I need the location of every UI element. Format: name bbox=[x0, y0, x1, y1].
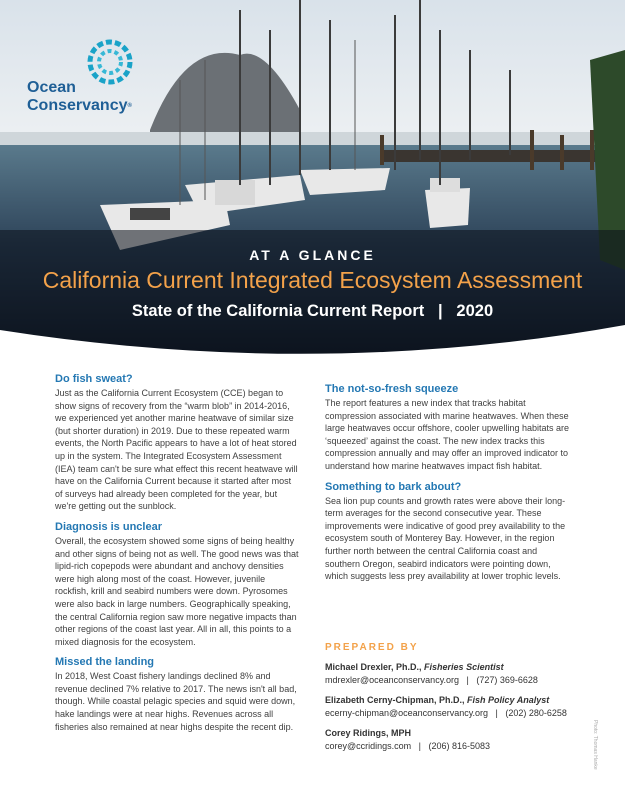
author-contact: mdrexler@oceanconservancy.org | (727) 369-6628 bbox=[325, 674, 538, 685]
right-column bbox=[325, 383, 570, 591]
author-name: Michael Drexler, Ph.D., bbox=[325, 662, 425, 672]
at-a-glance: AT A GLANCE bbox=[249, 247, 376, 263]
section-body: Sea lion pup counts and growth rates were above their long-term averages for the second consecutive year. These improvements were indicative of good prey availability to the ecosystem south of Monterey Bay. However, in the region further north between the central California coast and southern Oregon, seabird indicators were pointing down, which suggests less prey availability at lower trophic levels. bbox=[325, 495, 566, 582]
author-title: Fisheries Scientist bbox=[424, 662, 504, 672]
section-body: Just as the California Current Ecosystem (CCE) began to show signs of recovery from the “warm blob” in 2014-2016, we experienced yet another marine heatwave of similar size (but shorter duration) in 2019. Due to these repeated warm events, the North Pacific appears to have a lot of heat stored up in the system. The Integrated Ecosystem Assessment (IEA) team can't be sure what effect this recent heatwave will have on the California Current because it started after most of surveys had already been completed for the year, but we're getting out the sunblock. bbox=[55, 388, 298, 512]
author-contact: ecerny-chipman@oceanconservancy.org | (202) 280-6258 bbox=[325, 707, 567, 718]
section bbox=[55, 373, 300, 513]
author-title: Fish Policy Analyst bbox=[467, 695, 550, 705]
author-entry bbox=[325, 727, 585, 752]
section bbox=[325, 481, 570, 583]
section bbox=[55, 656, 300, 733]
section-heading: Missed the landing bbox=[55, 656, 155, 669]
section-body: The report features a new index that tracks habitat compression associated with marine heatwaves. When these large heatwaves occur offshore, cooler upwelling habitats are ‘squeezed’ against the coast. The new index tracks this compression annually and may offer an improved indicator to understand how marine heatwaves impact fish habitat. bbox=[325, 398, 569, 471]
section bbox=[55, 521, 300, 648]
left-column bbox=[55, 373, 300, 741]
page-subtitle: State of the California Current Report | 2020 bbox=[131, 302, 494, 320]
author-contact: corey@ccridings.com | (206) 816-5083 bbox=[325, 740, 491, 751]
section bbox=[325, 383, 570, 473]
author-entry bbox=[325, 661, 585, 686]
section-body: In 2018, West Coast fishery landings declined 8% and revenue declined 7% relative to 2017. The news isn't all bad, though. While coastal pelagic species and squid were down, hake landings were at near highs. Revenues across all fisheries also remained at near highs despite the recent dip. bbox=[55, 671, 297, 732]
author-name: Corey Ridings, MPH bbox=[325, 728, 412, 738]
author-entry bbox=[325, 694, 585, 719]
page-title: California Current Integrated Ecosystem Assessment bbox=[42, 267, 583, 293]
section-heading: Something to bark about? bbox=[325, 480, 462, 493]
section-body: Overall, the ecosystem showed some signs of being healthy and other signs of being not as well. The good news was that lipid-rich copepods were abundant and anchovy densities were high along most of the coast. However, juvenile rockfish, krill and seabird numbers were down. Pyrosomes were also back in large numbers. Geographically speaking, the central California region saw more negative impacts than other regions of the coast last year. All in all, this points to a mixed diagnosis for the ecosystem. bbox=[55, 535, 299, 647]
logo-line2: Conservancy bbox=[27, 97, 128, 114]
section-heading: Diagnosis is unclear bbox=[55, 520, 162, 533]
prepared-by-heading: PREPARED BY bbox=[325, 642, 419, 653]
section-heading: Do fish sweat? bbox=[55, 373, 133, 385]
author-name: Elizabeth Cerny-Chipman, Ph.D., bbox=[325, 695, 468, 705]
logo-mark: ® bbox=[127, 103, 132, 109]
logo-line1: Ocean bbox=[27, 79, 76, 96]
section-heading: The not-so-fresh squeeze bbox=[325, 383, 459, 395]
prepared-by bbox=[325, 642, 585, 760]
photo-credit: Photo: Thomas Hanke bbox=[592, 720, 598, 770]
